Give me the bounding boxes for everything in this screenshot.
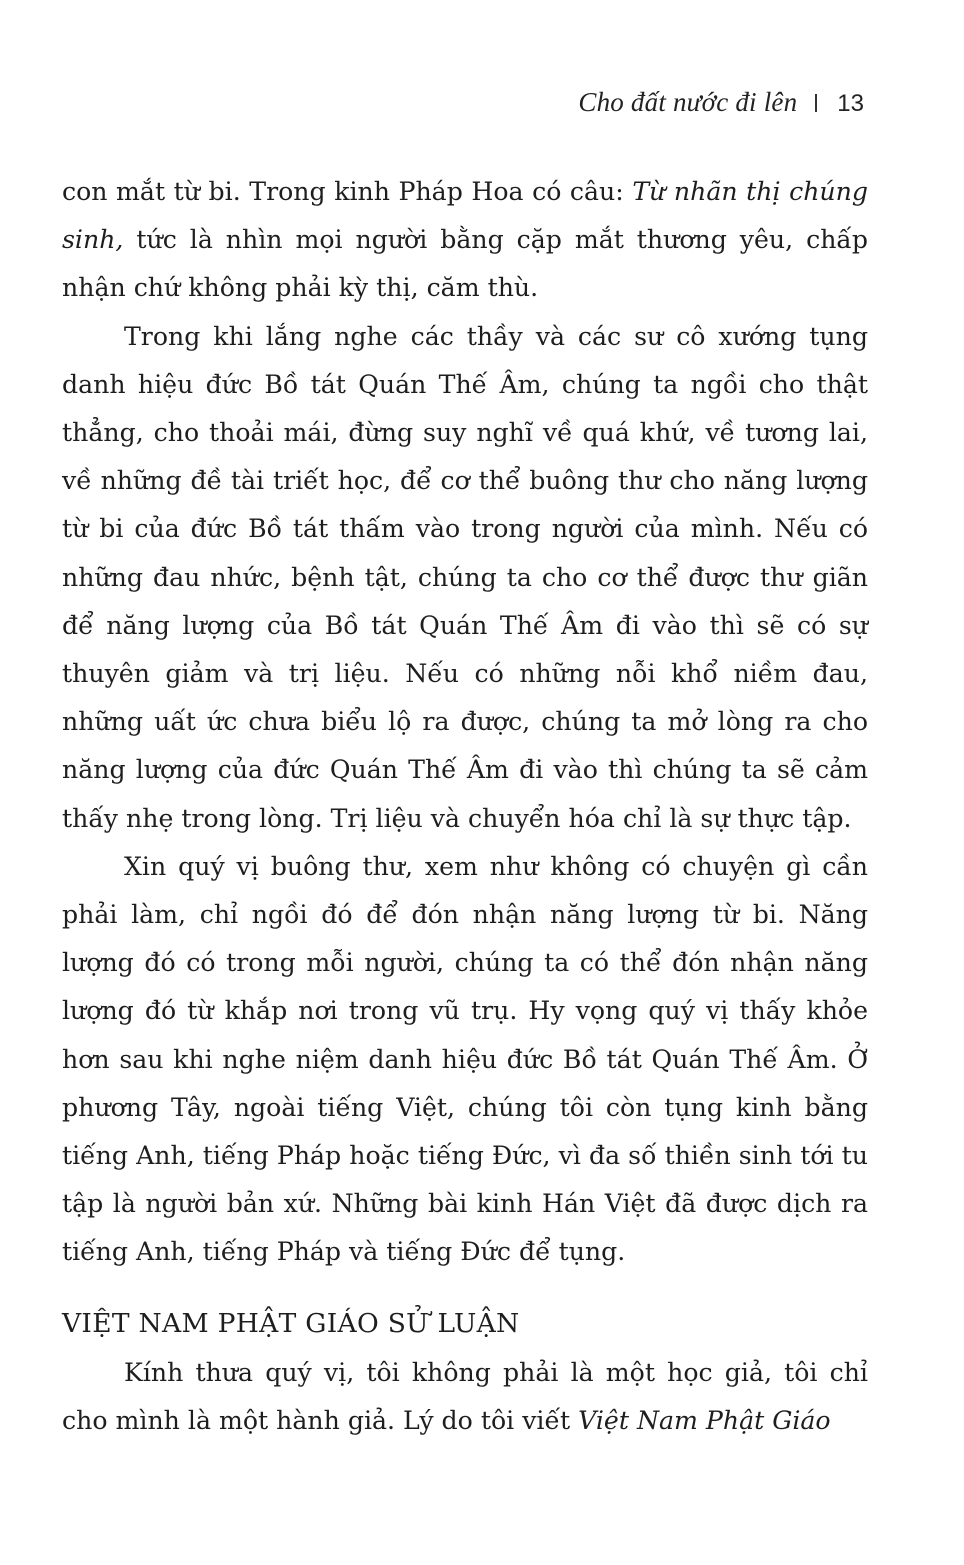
paragraph-1-end: tức là nhìn mọi người bằng cặp mắt thương yêu, chấp nhận chứ không phải kỳ thị, căm thù.: [62, 225, 868, 303]
paragraph-3: Xin quý vị buông thư, xem như không có chuyện gì cần phải làm, chỉ ngồi đó để đón nhận năng lượng từ bi. Năng lượng đó có trong mỗi người, chúng ta có thể đón nhận năng lượng đó từ khắp nơi trong vũ trụ. Hy vọng quý vị thấy khỏe hơn sau khi nghe niệm danh hiệu đức Bồ tát Quán Thế Âm. Ở phương Tây, ngoài tiếng Việt, chúng tôi còn tụng kinh bằng tiếng Anh, tiếng Pháp hoặc tiếng Đức, vì đa số thiền sinh tới tu tập là người bản xứ. Những bài kinh Hán Việt đã được dịch ra tiếng Anh, tiếng Pháp và tiếng Đức để tụng.: [62, 851, 868, 1267]
paragraph-1-start: con mắt từ bi. Trong kinh Pháp Hoa có câu:: [62, 177, 633, 206]
section-paragraph: [62, 1349, 868, 1445]
chapter-title: Cho đất nước đi lên: [578, 87, 798, 117]
section-heading: VIỆT NAM PHẬT GIÁO SỬ LUẬN: [62, 1307, 520, 1339]
section-paragraph-text: Kính thưa quý vị, tôi không phải là một học giả, tôi chỉ cho mình là một hành giả. Lý do tôi viết: [62, 1357, 868, 1435]
quoted-sutra-phrase: Từ nhãn thị chúng sinh,: [62, 177, 868, 255]
book-title: Việt Nam Phật Giáo: [578, 1405, 831, 1435]
paragraph-1: [62, 168, 868, 313]
paragraph-2: Trong khi lắng nghe các thầy và các sư cô xướng tụng danh hiệu đức Bồ tát Quán Thế Âm, chúng ta ngồi cho thật thẳng, cho thoải mái, đừng suy nghĩ về quá khứ, về tương lai, về những đề tài triết học, để cơ thể buông thư cho năng lượng từ bi của đức Bồ tát thấm vào trong người của mình. Nếu có những đau nhức, bệnh tật, chúng ta cho cơ thể được thư giãn để năng lượng của Bồ tát Quán Thế Âm đi vào thì sẽ có sự thuyên giảm và trị liệu. Nếu có những nỗi khổ niềm đau, những uất ức chưa biểu lộ ra được, chúng ta mở lòng ra cho năng lượng của đức Quán Thế Âm đi vào thì chúng ta sẽ cảm thấy nhẹ trong lòng. Trị liệu và chuyển hóa chỉ là sự thực tập.: [62, 321, 868, 833]
header-divider: [815, 94, 817, 112]
page-number: 13: [837, 90, 864, 117]
running-header: [578, 82, 864, 124]
body-text: [62, 168, 868, 1445]
